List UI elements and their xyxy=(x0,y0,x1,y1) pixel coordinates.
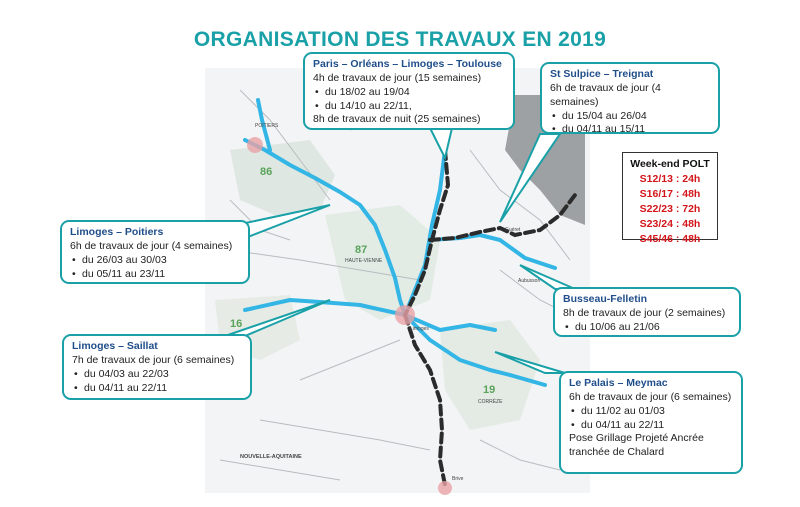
callout-bullet: • du 05/11 au 23/11 xyxy=(82,268,240,282)
polt-row: S45/46 : 48h xyxy=(639,232,701,245)
limoges-urban-area xyxy=(395,305,415,325)
callout-limoges-saillat xyxy=(62,334,252,400)
callout-bullet: • du 04/11 au 22/11 xyxy=(581,419,733,433)
callout-heading: St Sulpice – Treignat xyxy=(550,68,654,80)
callout-bullet: • du 11/02 au 01/03 xyxy=(581,405,733,419)
weekend-polt-box xyxy=(622,152,718,245)
polt-row: S22/23 : 72h xyxy=(639,202,701,215)
city-label-poitiers: POITIERS xyxy=(255,123,279,129)
department-16: 16 xyxy=(230,318,243,330)
brive-urban-area xyxy=(438,481,452,495)
polt-row: S23/24 : 48h xyxy=(639,217,701,230)
callout-text: 6h de travaux de jour (4 semaines) xyxy=(550,81,661,108)
dept-label-correze: CORRÈZE xyxy=(478,399,503,405)
city-label-brive: Brive xyxy=(452,476,464,482)
callout-text: 4h de travaux de jour (15 semaines) xyxy=(313,71,482,84)
callout-bullet: • du 10/06 au 21/06 xyxy=(575,321,731,335)
department-19: 19 xyxy=(483,384,496,396)
callout-heading: Busseau-Felletin xyxy=(563,293,648,305)
callout-text: 8h de travaux de jour (2 semaines) xyxy=(563,306,726,319)
callout-st-sulpice-treignat xyxy=(540,62,720,134)
callout-busseau-felletin xyxy=(553,287,741,337)
callout-text: tranchée de Chalard xyxy=(569,446,665,459)
callout-le-palais-meymac xyxy=(559,371,743,474)
callout-text: 6h de travaux de jour (6 semaines) xyxy=(569,390,732,403)
callout-heading: Paris – Orléans – Limoges – Toulouse xyxy=(313,58,502,70)
polt-heading: Week-end POLT xyxy=(630,158,710,170)
callout-bullet: • du 14/10 au 22/11, xyxy=(325,100,505,114)
callout-text: 7h de travaux de jour (6 semaines) xyxy=(72,353,235,366)
region-label: NOUVELLE-AQUITAINE xyxy=(240,454,302,460)
callout-text: Pose Grillage Projeté Ancrée xyxy=(569,432,704,445)
callout-bullet: • du 26/03 au 30/03 xyxy=(82,254,240,268)
polt-row: S12/13 : 24h xyxy=(639,172,701,185)
department-87: 87 xyxy=(355,244,368,256)
callout-paris-orleans-limoges-toulouse xyxy=(303,52,515,130)
poitiers-urban-area xyxy=(247,137,263,153)
callout-heading: Limoges – Saillat xyxy=(72,340,158,352)
dept-label-haute-vienne: HAUTE-VIENNE xyxy=(345,258,383,264)
callout-limoges-poitiers xyxy=(60,220,250,284)
city-label-gueret: Guéret xyxy=(505,227,521,233)
callout-bullet: • du 04/11 au 15/11 xyxy=(562,123,710,137)
callout-text: 6h de travaux de jour (4 semaines) xyxy=(70,239,233,252)
callout-bullet: • du 18/02 au 19/04 xyxy=(325,86,505,100)
callout-bullet: • du 15/04 au 26/04 xyxy=(562,110,710,124)
callout-bullet: • du 04/03 au 22/03 xyxy=(84,368,242,382)
callout-bullet: • du 04/11 au 22/11 xyxy=(84,382,242,396)
department-86: 86 xyxy=(260,166,273,178)
polt-row: S16/17 : 48h xyxy=(639,187,701,200)
city-label-limoges: Limoges xyxy=(410,326,429,332)
page-title: ORGANISATION DES TRAVAUX EN 2019 xyxy=(193,28,607,51)
callout-heading: Limoges – Poitiers xyxy=(70,226,164,238)
city-label-aubusson: Aubusson xyxy=(518,278,541,284)
callout-text: 8h de travaux de nuit (25 semaines) xyxy=(313,113,481,126)
callout-heading: Le Palais – Meymac xyxy=(569,377,668,389)
